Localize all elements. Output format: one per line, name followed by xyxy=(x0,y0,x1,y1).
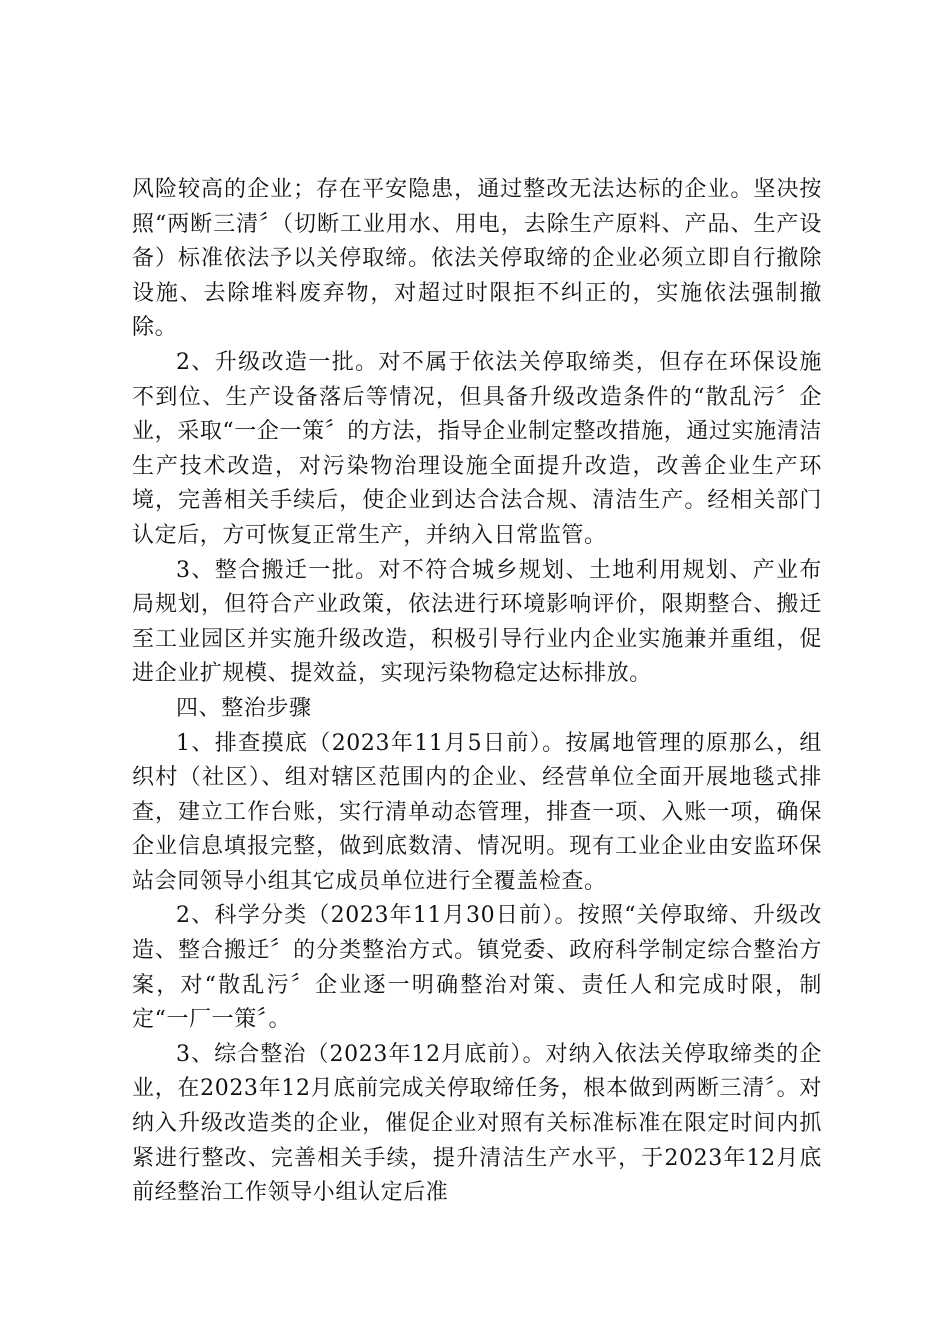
section-heading-rectification-steps: 四、整治步骤 xyxy=(176,695,312,721)
paragraph-relocation-batch: 3、整合搬迁一批。对不符合城乡规划、土地利用规划、产业布局规划，但符合产业政策，依法进行环境影响评价，限期整合、搬迁至工业园区并实施升级改造，积极引导行业内企业实施兼并重组，促进企业扩规模、提效益，实现污染物稳定达标排放。 xyxy=(132,557,822,687)
paragraph-shutdown-criteria: 风险较高的企业；存在平安隐患，通过整改无法达标的企业。坚决按照“两断三清〞（切断工业用水、用电，去除生产原料、产品、生产设备）标准依法予以关停取缔。依法关停取缔的企业必须立即自行撤除设施、去除堆料废弃物，对超过时限拒不纠正的，实施依法强制撤除。 xyxy=(132,177,822,341)
paragraph-upgrade-batch: 2、升级改造一批。对不属于依法关停取缔类，但存在环保设施不到位、生产设备落后等情况，但具备升级改造条件的“散乱污〞企业，采取“一企一策〞的方法，指导企业制定整改措施，通过实施清洁生产技术改造，对污染物治理设施全面提升改造，改善企业生产环境，完善相关手续后，使企业到达合法合规、清洁生产。经相关部门认定后，方可恢复正常生产，并纳入日常监管。 xyxy=(132,349,822,548)
paragraph-step-classification: 2、科学分类（2023年11月30日前）。按照“关停取缔、升级改造、整合搬迁〞的分类整治方式。镇党委、政府科学制定综合整治方案，对“散乱污〞企业逐一明确整治对策、责任人和完成时限，制定“一厂一策〞。 xyxy=(132,903,822,1033)
paragraph-step-comprehensive-rectification: 3、综合整治（2023年12月底前）。对纳入依法关停取缔类的企业，在2023年12月底前完成关停取缔任务，根本做到两断三清〞。对纳入升级改造类的企业，催促企业对照有关标准标准在限定时间内抓紧进行整改、完善相关手续，提升清洁生产水平，于2023年12月底前经整治工作领导小组认定后准 xyxy=(132,1041,822,1206)
paragraph-step-investigation: 1、排查摸底（2023年11月5日前）。按属地管理的原那么，组织村（社区）、组对辖区范围内的企业、经营单位全面开展地毯式排查，建立工作台账，实行清单动态管理，排查一项、入账一项，确保企业信息填报完整，做到底数清、情况明。现有工业企业由安监环保站会同领导小组其它成员单位进行全覆盖检查。 xyxy=(132,730,822,894)
